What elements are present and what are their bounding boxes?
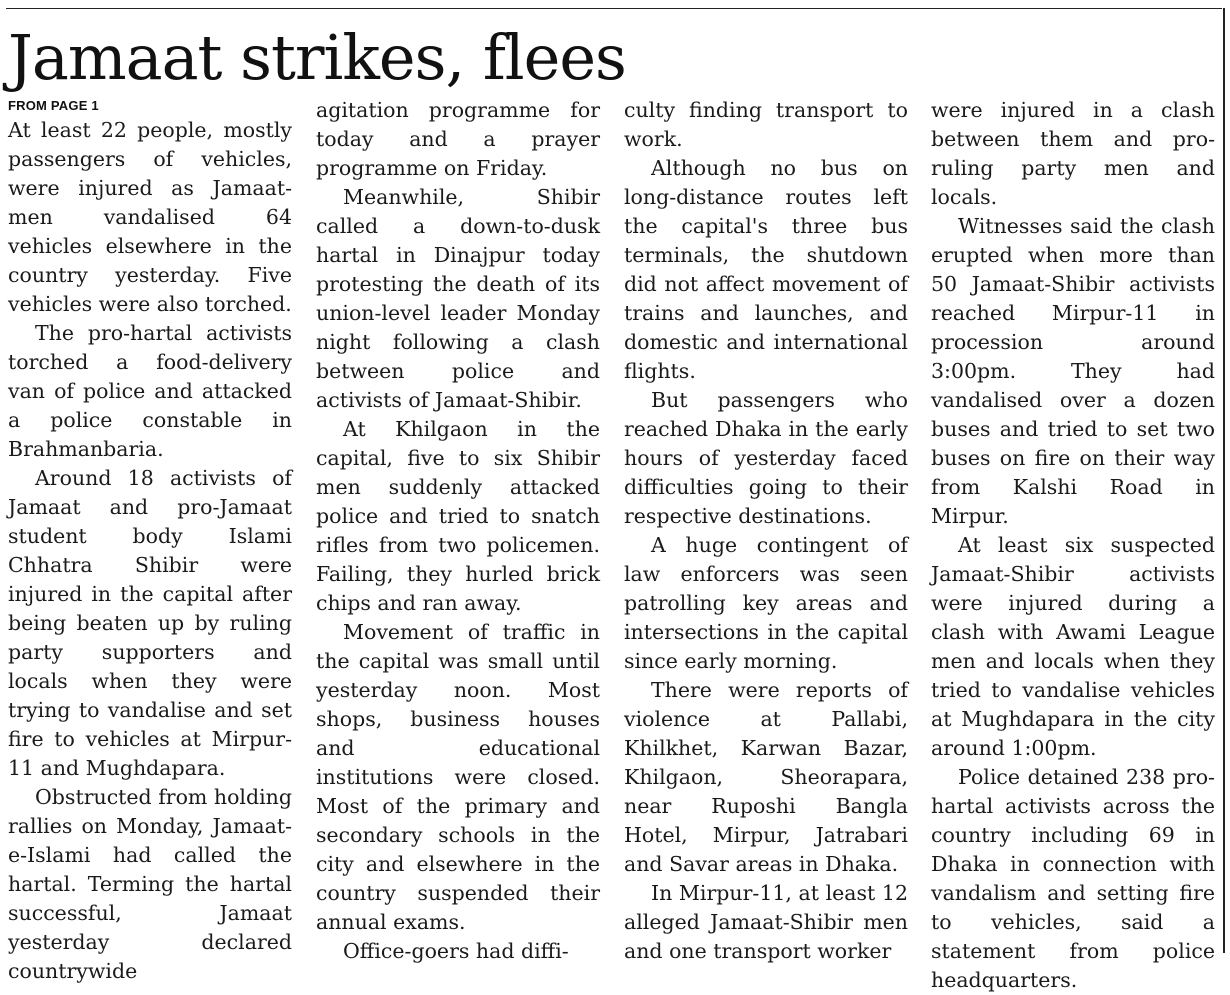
paragraph: agitation programme for today and a prayer programme on Friday. <box>316 98 600 180</box>
paragraph: Obstructed from holding rallies on Monday, Jamaat-e-Islami had called the hartal. Terming the hartal successful, Jamaat yesterday declared countrywide <box>8 785 292 983</box>
article-column-4 <box>931 96 1215 995</box>
paragraph: Meanwhile, Shibir called a down-to-dusk hartal in Dinajpur today protesting the death of its union-level leader Monday night following a clash between police and activists of Jamaat-Shibir. <box>316 185 600 412</box>
column-rule <box>1223 8 1225 953</box>
paragraph: At least six suspected Jamaat-Shibir activists were injured during a clash with Awami League men and locals when they tried to vandalise vehicles at Mughdapara in the city around 1:00pm. <box>931 533 1215 760</box>
paragraph: In Mirpur-11, at least 12 alleged Jamaat-Shibir men and one transport worker <box>624 881 908 963</box>
paragraph: The pro-hartal activists torched a food-delivery van of police and attacked a police constable in Brahmanbaria. <box>8 321 292 461</box>
article-column-3 <box>624 96 908 966</box>
paragraph: Around 18 activists of Jamaat and pro-Jamaat student body Islami Chhatra Shibir were injured in the capital after being beaten up by ruling party supporters and locals when they were trying to vandalise and set fire to vehicles at Mirpur-11 and Mughdapara. <box>8 466 292 780</box>
article-column-2 <box>316 96 600 966</box>
paragraph: At Khilgaon in the capital, five to six Shibir men suddenly attacked police and tried to snatch rifles from two policemen. Failing, they hurled brick chips and ran away. <box>316 417 600 615</box>
headline: Jamaat strikes, flees <box>8 21 626 94</box>
paragraph: Movement of traffic in the capital was small until yesterday noon. Most shops, business houses and educational institutions were closed. Most of the primary and secondary schools in the city and elsewhere in the country suspended their annual exams. <box>316 620 600 934</box>
paragraph: Witnesses said the clash erupted when more than 50 Jamaat-Shibir activists reached Mirpur-11 in procession around 3:00pm. They had vandalised over a dozen buses and tried to set two buses on fire on their way from Kalshi Road in Mirpur. <box>931 214 1215 528</box>
paragraph: A huge contingent of law enforcers was seen patrolling key areas and intersections in the capital since early morning. <box>624 533 908 673</box>
article-column-1 <box>8 116 292 986</box>
kicker: FROM PAGE 1 <box>8 98 99 113</box>
paragraph: were injured in a clash between them and pro-ruling party men and locals. <box>931 98 1215 209</box>
paragraph: There were reports of violence at Pallabi, Khilkhet, Karwan Bazar, Khilgaon, Sheorapara, near Ruposhi Bangla Hotel, Mirpur, Jatrabari and Savar areas in Dhaka. <box>624 678 908 876</box>
paragraph: At least 22 people, mostly passengers of vehicles, were injured as Jamaat-men vandalised 64 vehicles elsewhere in the country yesterday. Five vehicles were also torched. <box>8 118 292 316</box>
paragraph: Although no bus on long-distance routes left the capital's three bus terminals, the shutdown did not affect movement of trains and launches, and domestic and international flights. <box>624 156 908 383</box>
paragraph: But passengers who reached Dhaka in the early hours of yesterday faced difficulties going to their respective destinations. <box>624 388 908 528</box>
paragraph: culty finding transport to work. <box>624 98 908 151</box>
top-rule <box>6 8 1222 9</box>
paragraph: Police detained 238 pro-hartal activists across the country including 69 in Dhaka in connection with vandalism and setting fire to vehicles, said a statement from police headquarters. <box>931 765 1215 992</box>
paragraph: Office-goers had diffi- <box>343 939 569 963</box>
